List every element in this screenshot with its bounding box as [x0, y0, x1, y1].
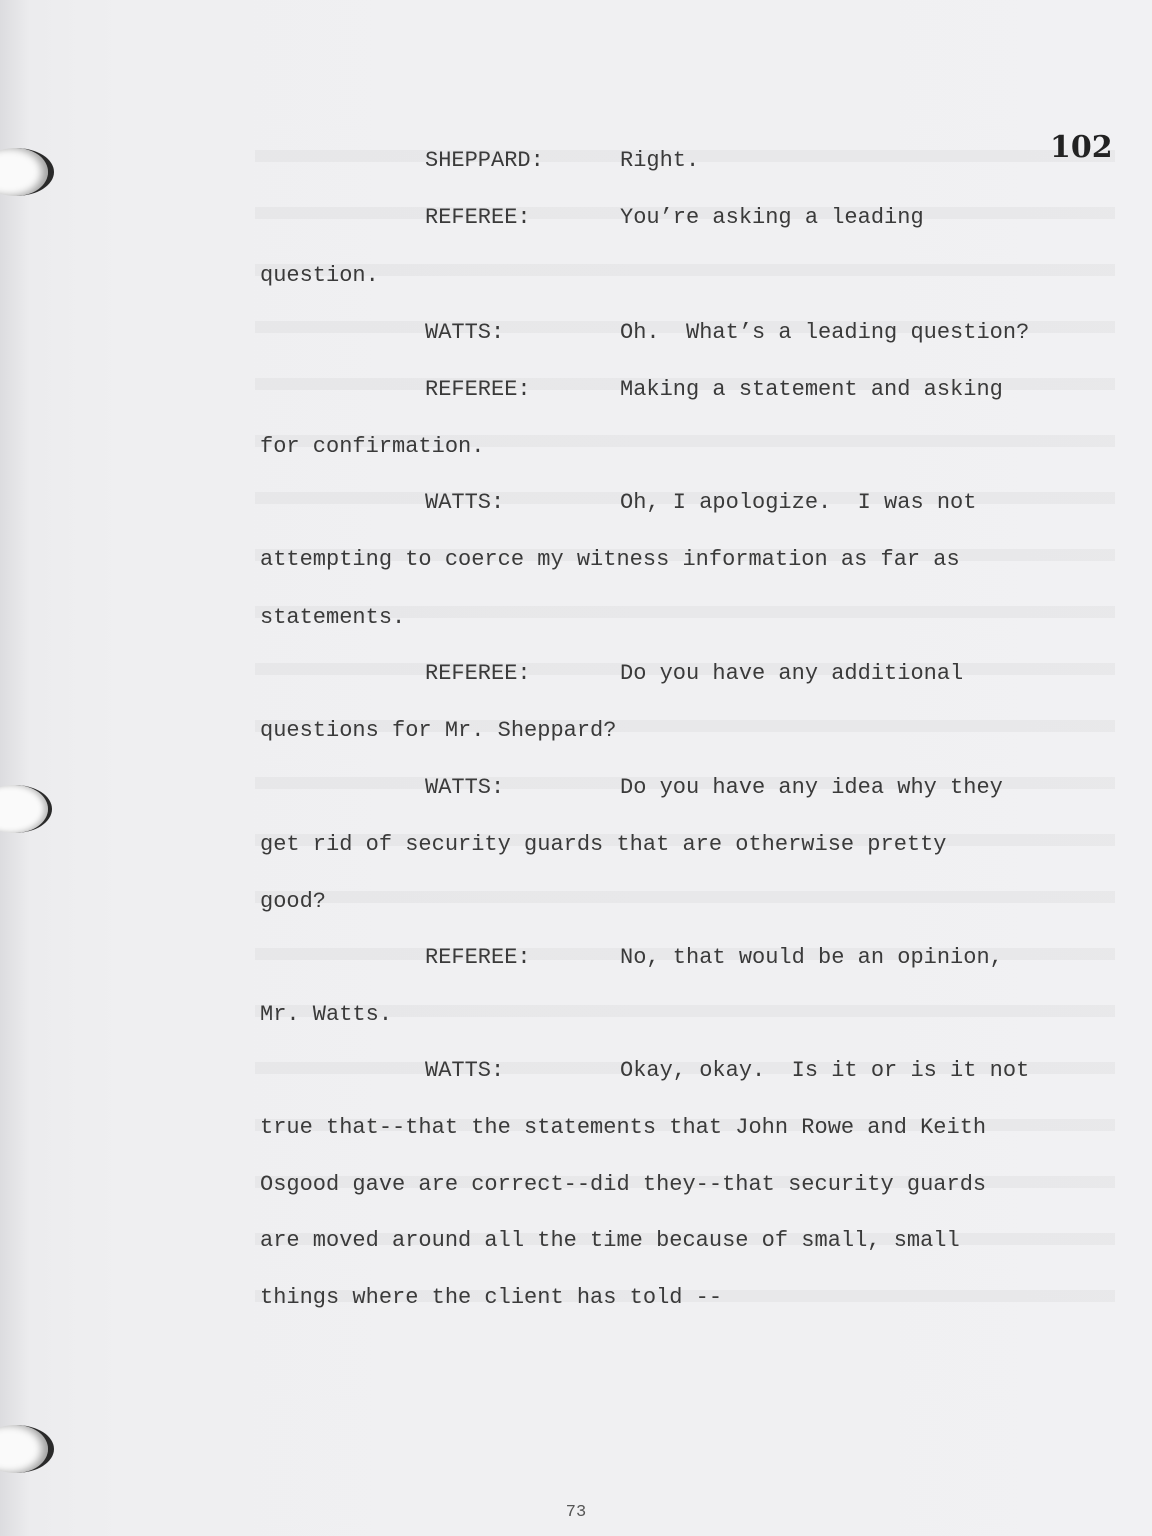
transcript-line: attempting to coerce my witness information as far as [260, 547, 960, 572]
speaker-label: WATTS: [425, 320, 505, 345]
transcript-line: Right. [620, 148, 700, 173]
speaker-label: WATTS: [425, 490, 505, 515]
transcript-line: Do you have any additional [620, 661, 964, 686]
transcript-line: true that--that the statements that John Rowe and Keith [260, 1115, 987, 1140]
transcript-line: Do you have any idea why they [620, 775, 1003, 800]
transcript-line: question. [260, 263, 379, 288]
transcript-line: Oh, I apologize. I was not [620, 490, 977, 515]
transcript-line: good? [260, 889, 327, 914]
transcript-line: Osgood gave are correct--did they--that security guards [260, 1172, 987, 1197]
transcript-line: things where the client has told -- [260, 1285, 723, 1310]
page-number-stamp: 102 [1050, 130, 1113, 165]
transcript-line: questions for Mr. Sheppard? [260, 718, 617, 743]
footer-page-number: 73 [565, 1503, 587, 1522]
speaker-label: REFEREE: [425, 661, 531, 686]
speaker-label: REFEREE: [425, 377, 531, 402]
transcript-line: get rid of security guards that are otherwise pretty [260, 832, 947, 857]
speaker-label: REFEREE: [425, 945, 531, 970]
transcript-line: for confirmation. [260, 434, 485, 459]
speaker-label: SHEPPARD: [425, 148, 544, 173]
transcript-line: You’re asking a leading [620, 205, 924, 230]
speaker-label: WATTS: [425, 1058, 505, 1083]
binder-hole-middle [0, 785, 52, 833]
speaker-label: WATTS: [425, 775, 505, 800]
speaker-label: REFEREE: [425, 205, 531, 230]
binder-hole-top [0, 148, 54, 196]
binder-hole-bottom [0, 1425, 54, 1473]
transcript-line: Oh. What’s a leading question? [620, 320, 1030, 345]
transcript-line: Okay, okay. Is it or is it not [620, 1058, 1030, 1083]
transcript-line: are moved around all the time because of small, small [260, 1228, 960, 1253]
transcript-line: Mr. Watts. [260, 1002, 393, 1027]
transcript-line: Making a statement and asking [620, 377, 1003, 402]
transcript-line: statements. [260, 605, 406, 630]
transcript-line: No, that would be an opinion, [620, 945, 1003, 970]
